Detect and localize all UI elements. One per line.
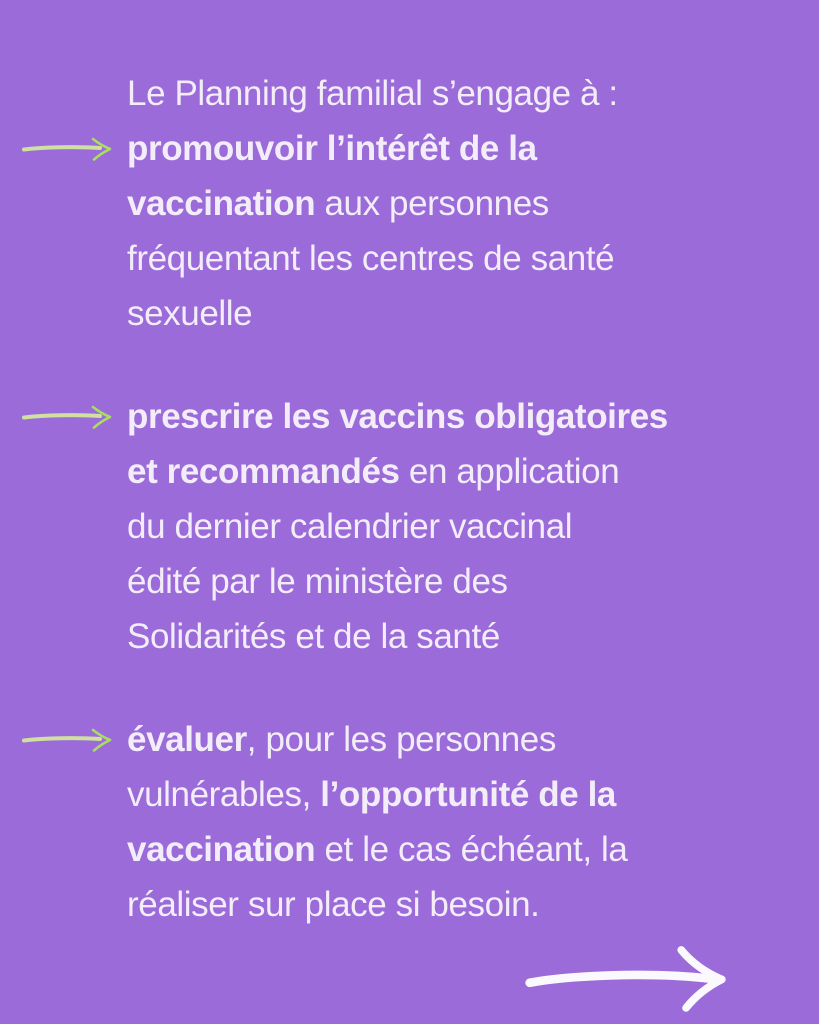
- engagement-item-2: [127, 389, 767, 664]
- text-line: vulnérables, l’opportunité de la: [127, 775, 616, 814]
- bullet-arrow-icon: [21, 401, 114, 431]
- engagement-text: [127, 389, 767, 664]
- text-line: promouvoir l’intérêt de la: [127, 129, 537, 168]
- text-line: prescrire les vaccins obligatoires: [127, 397, 668, 436]
- text-line: du dernier calendrier vaccinal: [127, 507, 573, 546]
- text-line: réaliser sur place si besoin.: [127, 885, 540, 924]
- next-arrow-icon: [521, 941, 743, 1013]
- text-line: fréquentant les centres de santé: [127, 239, 615, 278]
- text-line: Solidarités et de la santé: [127, 617, 500, 656]
- slide-content: [127, 66, 767, 932]
- engagement-item-1: [127, 121, 767, 341]
- text-line: vaccination et le cas échéant, la: [127, 830, 628, 869]
- text-line: et recommandés en application: [127, 452, 620, 491]
- engagement-text: [127, 121, 767, 341]
- text-line: édité par le ministère des: [127, 562, 508, 601]
- engagement-item-3: [127, 712, 767, 932]
- bullet-arrow-icon: [21, 133, 114, 163]
- bullet-arrow-icon: [21, 724, 114, 754]
- engagement-text: [127, 712, 767, 932]
- text-line: vaccination aux personnes: [127, 184, 549, 223]
- engagement-list: [127, 121, 767, 932]
- text-line: évaluer, pour les personnes: [127, 720, 556, 759]
- intro-text: Le Planning familial s’engage à :: [127, 74, 618, 113]
- text-line: sexuelle: [127, 294, 253, 333]
